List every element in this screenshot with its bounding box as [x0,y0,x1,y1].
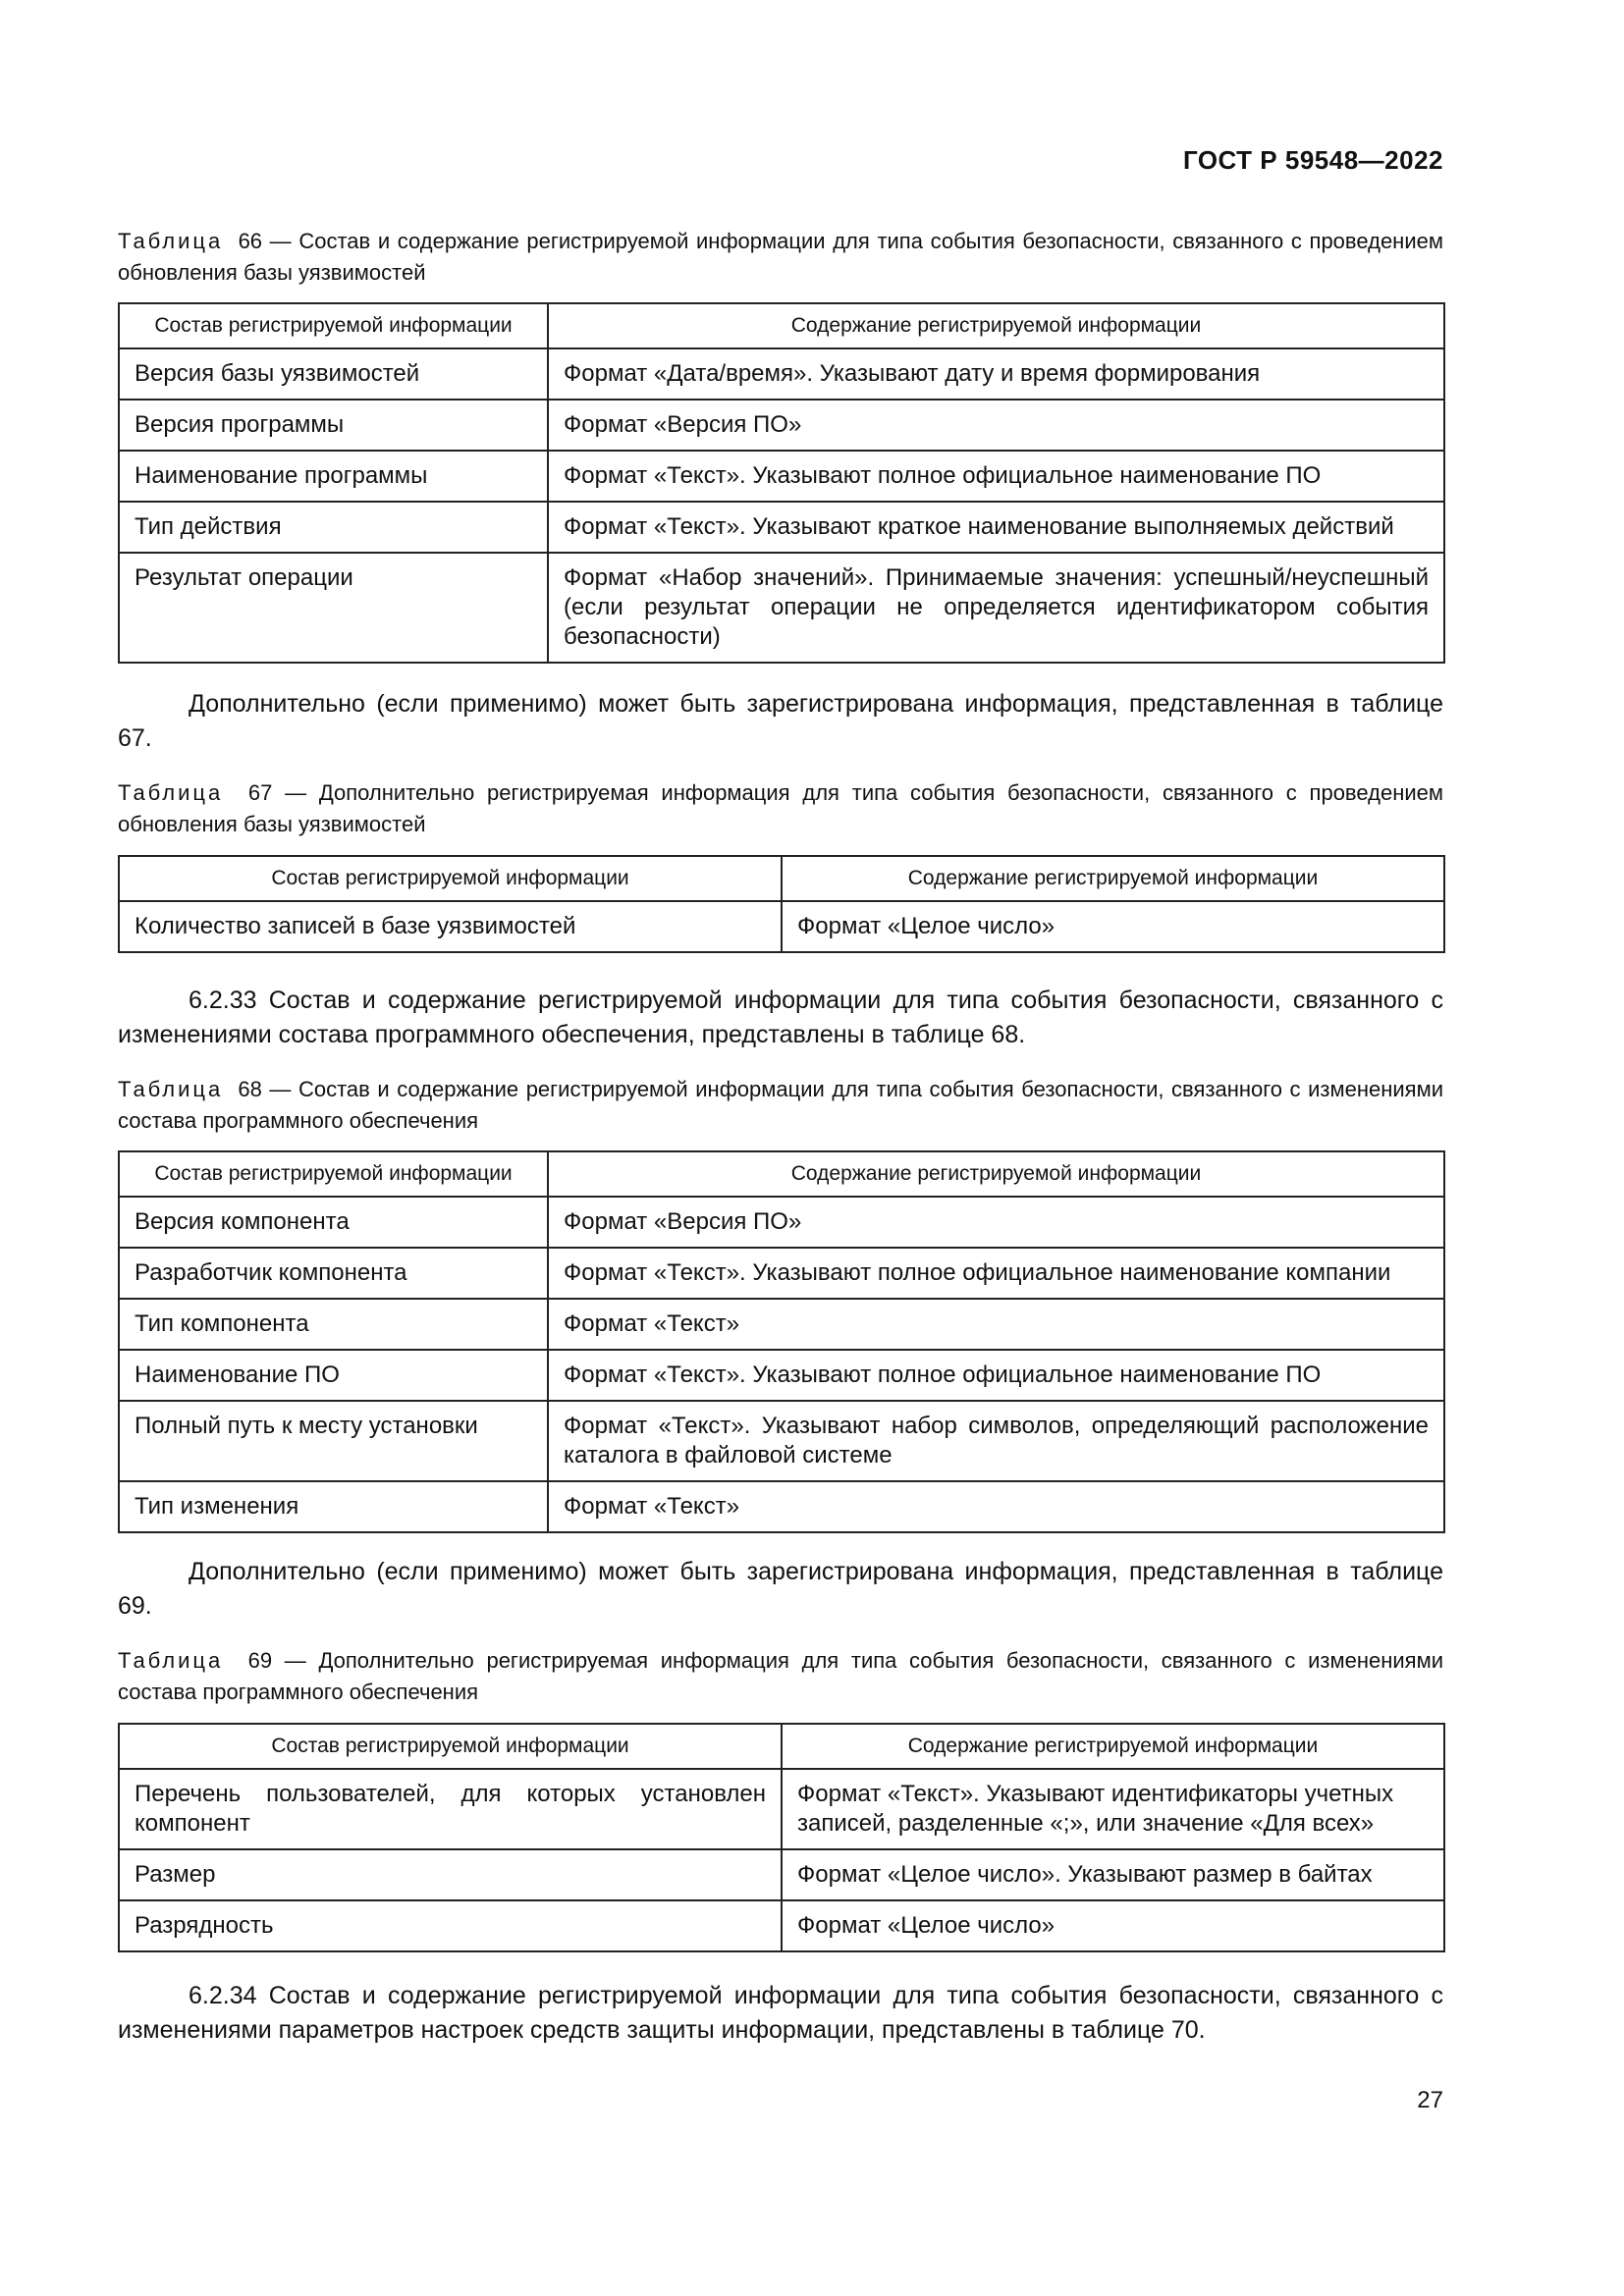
table-row [119,1401,1444,1481]
column-header: Состав регистрируемой информации [119,303,548,348]
column-header: Состав регистрируемой информации [119,856,782,901]
table-row [119,1849,1444,1900]
table-row [119,553,1444,663]
table-cell: Формат «Текст». Указывают идентификаторы учетных записей, разделенные «;», или значение «Для всех» [782,1769,1444,1849]
table-row [119,1299,1444,1350]
table-row [119,901,1444,952]
table-cell: Перечень пользователей, для которых установлен компонент [119,1769,782,1849]
table-cell: Формат «Версия ПО» [548,400,1444,451]
table-header-row [119,1724,1444,1769]
document-standard-number: ГОСТ Р 59548—2022 [1182,145,1443,175]
table-caption-text: 68 — Состав и содержание регистрируемой информации для типа события безопасности, связанного с изменениями состава программного обеспечения [118,1077,1443,1133]
table-cell: Формат «Дата/время». Указывают дату и время формирования [548,348,1444,400]
table-cell: Версия программы [119,400,548,451]
table-cell: Разработчик компонента [119,1248,548,1299]
table-cell: Результат операции [119,553,548,663]
table-row [119,502,1444,553]
table-row [119,451,1444,502]
table-row [119,1248,1444,1299]
table-cell: Размер [119,1849,782,1900]
table-cell: Разрядность [119,1900,782,1951]
table-cell: Тип изменения [119,1481,548,1532]
table-label: Таблица [118,229,224,253]
table-66-caption [118,226,1443,289]
table-cell: Формат «Набор значений». Принимаемые значения: успешный/неуспешный (если результат операции не определяется идентификатором события безопасности) [548,553,1444,663]
table-cell: Формат «Целое число» [782,1900,1444,1951]
section-6-2-34-paragraph: 6.2.34 Состав и содержание регистрируемой информации для типа события безопасности, связанного с изменениями параметров настроек средств защиты информации, представлены в таблице 70. [118,1982,1443,2044]
section-6-2-33-paragraph: 6.2.33 Состав и содержание регистрируемой информации для типа события безопасности, связанного с изменениями состава программного обеспечения, представлены в таблице 68. [118,987,1443,1048]
table-cell: Формат «Текст». Указывают краткое наименование выполняемых действий [548,502,1444,553]
page-number: 27 [1417,2087,1443,2113]
column-header: Состав регистрируемой информации [119,1151,548,1197]
table-label: Таблица [118,1648,224,1673]
table-cell: Тип действия [119,502,548,553]
table-row [119,1350,1444,1401]
table-cell: Наименование ПО [119,1350,548,1401]
table-cell: Формат «Текст» [548,1481,1444,1532]
paragraph: Дополнительно (если применимо) может быть зарегистрирована информация, представленная в таблице 69. [118,1558,1443,1620]
table-cell: Количество записей в базе уязвимостей [119,901,782,952]
table-cell: Формат «Текст». Указывают полное официальное наименование компании [548,1248,1444,1299]
table-68 [118,1150,1445,1533]
table-row [119,348,1444,400]
table-cell: Формат «Версия ПО» [548,1197,1444,1248]
table-67 [118,855,1445,953]
table-label: Таблица [118,780,224,805]
column-header: Содержание регистрируемой информации [782,1724,1444,1769]
table-69 [118,1723,1445,1952]
table-row [119,1769,1444,1849]
table-cell: Формат «Текст». Указывают набор символов, определяющий расположение каталога в файловой системе [548,1401,1444,1481]
column-header: Содержание регистрируемой информации [548,1151,1444,1197]
table-cell: Полный путь к месту установки [119,1401,548,1481]
table-cell: Наименование программы [119,451,548,502]
table-cell: Тип компонента [119,1299,548,1350]
table-row [119,400,1444,451]
table-cell: Формат «Текст». Указывают полное официальное наименование ПО [548,451,1444,502]
table-cell: Формат «Целое число». Указывают размер в байтах [782,1849,1444,1900]
table-68-caption [118,1074,1443,1137]
table-caption-text: 69 — Дополнительно регистрируемая информация для типа события безопасности, связанного с изменениями состава программного обеспечения [118,1648,1443,1704]
table-header-row [119,856,1444,901]
table-row [119,1481,1444,1532]
table-cell: Формат «Целое число» [782,901,1444,952]
table-69-caption [118,1645,1443,1708]
table-row [119,1197,1444,1248]
table-cell: Формат «Текст». Указывают полное официальное наименование ПО [548,1350,1444,1401]
table-header-row [119,1151,1444,1197]
table-cell: Формат «Текст» [548,1299,1444,1350]
table-header-row [119,303,1444,348]
table-row [119,1900,1444,1951]
table-caption-text: 66 — Состав и содержание регистрируемой информации для типа события безопасности, связанного с проведением обновления базы уязвимостей [118,229,1443,285]
table-cell: Версия компонента [119,1197,548,1248]
table-66 [118,302,1445,664]
column-header: Состав регистрируемой информации [119,1724,782,1769]
paragraph: Дополнительно (если применимо) может быть зарегистрирована информация, представленная в таблице 67. [118,690,1443,752]
column-header: Содержание регистрируемой информации [782,856,1444,901]
table-caption-text: 67 — Дополнительно регистрируемая информация для типа события безопасности, связанного с проведением обновления базы уязвимостей [118,780,1443,836]
table-67-caption [118,777,1443,840]
table-cell: Версия базы уязвимостей [119,348,548,400]
column-header: Содержание регистрируемой информации [548,303,1444,348]
table-label: Таблица [118,1077,224,1101]
